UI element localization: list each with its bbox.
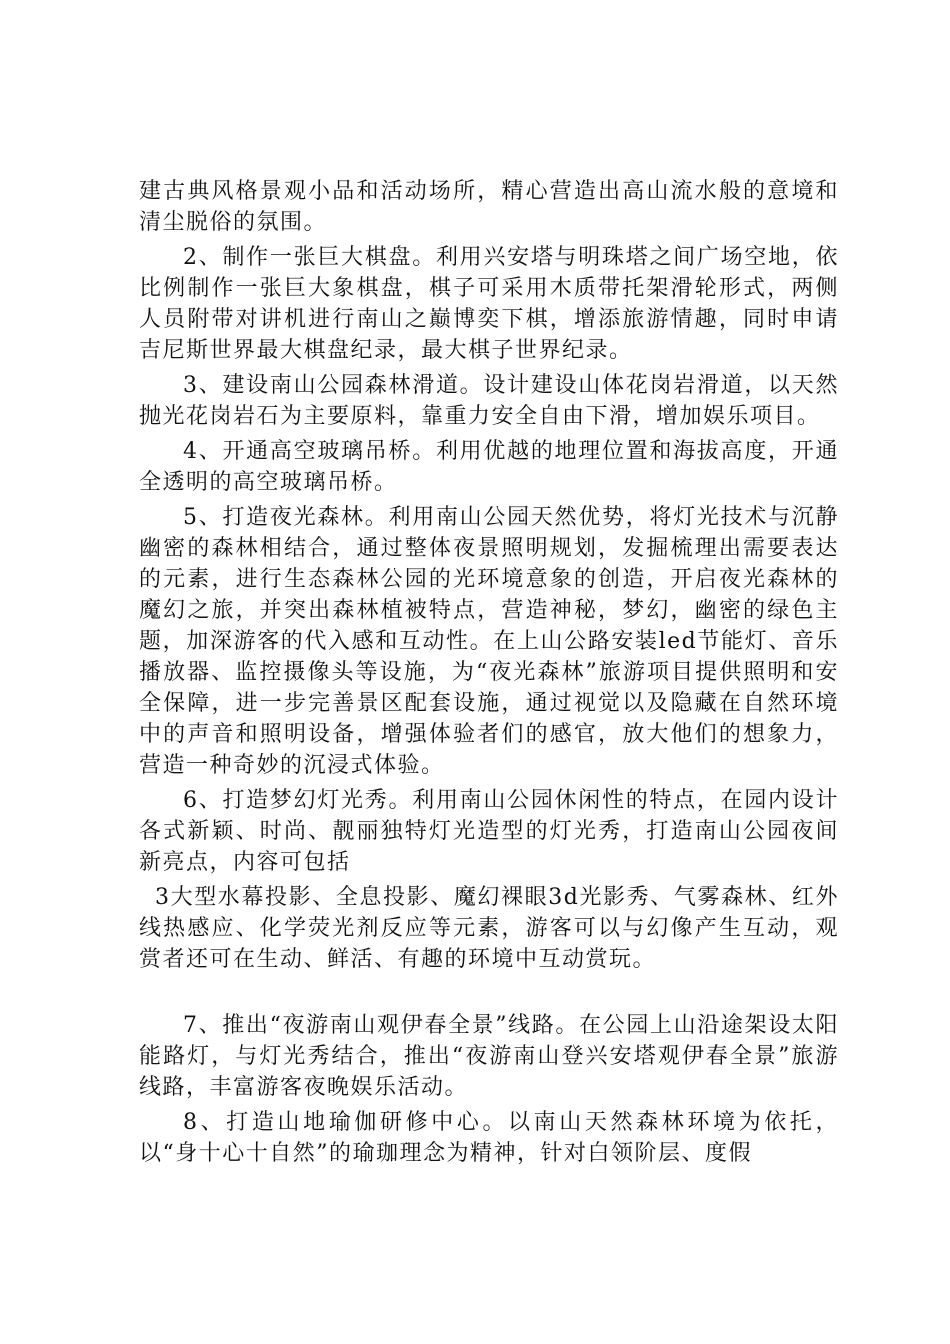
document-body: [139, 176, 839, 1173]
paragraph-item-3: 3、建设南山公园森林滑道。设计建设山体花岗岩滑道，以天然抛光花岗岩石为主要原料，靠重力安全自由下滑，增加娱乐项目。: [139, 373, 839, 429]
paragraph-item-4: 4、开通高空玻璃吊桥。利用优越的地理位置和海拔高度，开通全透明的高空玻璃吊桥。: [139, 439, 839, 495]
paragraph-item-6-details: 3大型水幕投影、全息投影、魔幻裸眼3d光影秀、气雾森林、红外线热感应、化学荧光剂反应等元素，游客可以与幻像产生互动，观赏者还可在生动、鲜活、有趣的环境中互动赏玩。: [139, 885, 839, 972]
paragraph-item-5: 5、打造夜光森林。利用南山公园天然优势，将灯光技术与沉静幽密的森林相结合，通过整体夜景照明规划，发掘梳理出需要表达的元素，进行生态森林公园的光环境意象的创造，开启夜光森林的魔幻之旅，并突出森林植被特点，营造神秘，梦幻，幽密的绿色主题，加深游客的代入感和互动性。在上山公路安装led节能灯、音乐播放器、监控摄像头等设施，为“夜光森林”旅游项目提供照明和安全保障，进一步完善景区配套设施，通过视觉以及隐藏在自然环境中的声音和照明设备，增强体验者们的感官，放大他们的想象力，营造一种奇妙的沉浸式体验。: [139, 505, 839, 778]
paragraph-continuation: 建古典风格景观小品和活动场所，精心营造出高山流水般的意境和清尘脱俗的氛围。: [139, 179, 839, 235]
paragraph-item-6: 6、打造梦幻灯光秀。利用南山公园休闲性的特点，在园内设计各式新颖、时尚、靓丽独特灯光造型的灯光秀，打造南山公园夜间新亮点，内容可包括: [139, 788, 839, 875]
paragraph-item-2: 2、制作一张巨大棋盘。利用兴安塔与明珠塔之间广场空地，依比例制作一张巨大象棋盘，棋子可采用木质带托架滑轮形式，两侧人员附带对讲机进行南山之巅博奕下棋，增添旅游情趣，同时申请吉尼斯世界最大棋盘纪录，最大棋子世界纪录。: [139, 245, 839, 363]
paragraph-item-7: 7、推出“夜游南山观伊春全景”线路。在公园上山沿途架设太阳能路灯，与灯光秀结合，推出“夜游南山登兴安塔观伊春全景”旅游线路，丰富游客夜晚娱乐活动。: [139, 1013, 839, 1100]
paragraph-item-8: 8、打造山地瑜伽研修中心。以南山天然森林环境为依托，以“身十心十自然”的瑜珈理念为精神，针对白领阶层、度假: [139, 1110, 839, 1166]
